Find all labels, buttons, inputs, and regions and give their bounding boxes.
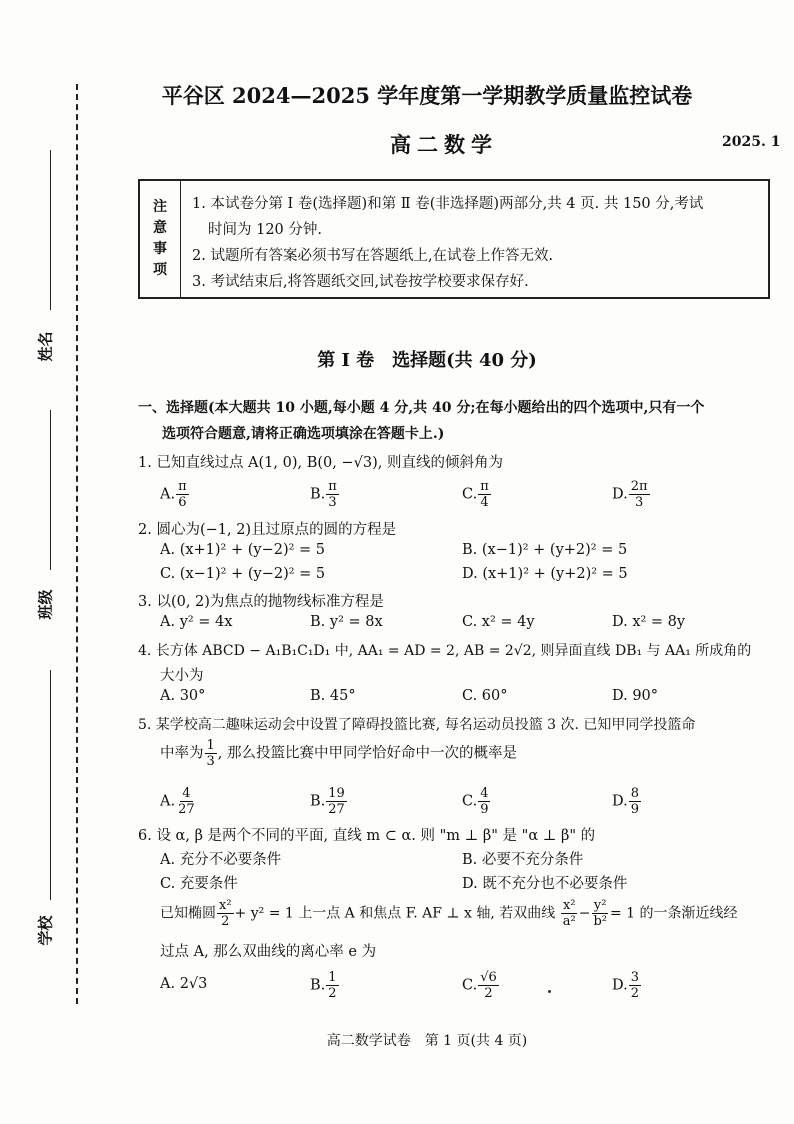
q2-option-c[interactable]: C. (x−1)² + (y−2)² = 5: [160, 566, 326, 582]
notice-item-1: 1. 本试卷分第 Ⅰ 卷(选择题)和第 Ⅱ 卷(非选择题)两部分,共 4 页. 共 150 分,考试: [192, 196, 704, 212]
notice-items: [192, 191, 758, 295]
q3-option-b[interactable]: B. y² = 8x: [310, 614, 383, 630]
section-instruction-2: 选项符合题意,请将正确选项填涂在答题卡上.): [162, 426, 445, 442]
notice-item-1-cont: 时间为 120 分钟.: [208, 222, 323, 238]
q3-option-a[interactable]: A. y² = 4x: [160, 614, 233, 630]
q2-option-a[interactable]: A. (x+1)² + (y−2)² = 5: [160, 542, 326, 558]
class-fill-line[interactable]: [50, 410, 51, 570]
q5-stem-cont: 中率为 $\frac{1}{3}$ , 那么投篮比赛中甲同学恰好命中一次的概率是: [160, 738, 517, 769]
q5-stem: 5. 某学校高二趣味运动会中设置了障碍投篮比赛, 每名运动员投篮 3 次. 已知甲同学投篮命: [138, 717, 696, 733]
q6-option-d[interactable]: D. 既不充分也不必要条件: [462, 876, 628, 892]
q7-option-b[interactable]: B. $\frac{1}{2}$: [310, 970, 337, 1001]
q4-option-b[interactable]: B. 45°: [310, 688, 356, 704]
q4-stem: 4. 长方体 ABCD − A₁B₁C₁D₁ 中, AA₁ = AD = 2, AB = 2√2, 则异面直线 DB₁ 与 AA₁ 所成角的: [138, 643, 752, 659]
name-fill-line[interactable]: [50, 150, 51, 310]
q1-option-a[interactable]: A. $\frac{\pi}{6}$: [160, 479, 187, 510]
q7-option-c[interactable]: C. $\frac{√6}{2}$: [462, 970, 497, 1001]
notice-item-3: 3. 考试结束后,将答题纸交回,试卷按学校要求保存好.: [192, 274, 529, 290]
q1-stem: 1. 已知直线过点 A(1, 0), B(0, −√3), 则直线的倾斜角为: [138, 455, 503, 471]
q6-stem: 6. 设 α, β 是两个不同的平面, 直线 m ⊂ α. 则 "m ⊥ β" 是 "α ⊥ β" 的: [138, 828, 596, 844]
notice-heading: 注 意 事 项: [140, 181, 181, 297]
school-fill-line[interactable]: [50, 670, 51, 900]
q7-stem-cont: 过点 A, 那么双曲线的离心率 e 为: [160, 944, 377, 960]
page-footer: 高二数学试卷 第 1 页(共 4 页): [326, 1033, 528, 1049]
q5-option-d[interactable]: D. $\frac{8}{9}$: [612, 786, 639, 817]
q6-option-a[interactable]: A. 充分不必要条件: [160, 852, 282, 868]
q3-stem: 3. 以(0, 2)为焦点的抛物线标准方程是: [138, 594, 384, 610]
q2-option-d[interactable]: D. (x+1)² + (y+2)² = 5: [462, 566, 628, 582]
exam-date: 2025. 1: [722, 134, 781, 150]
exam-subject: 高二数学: [390, 132, 498, 157]
q6-option-c[interactable]: C. 充要条件: [160, 876, 238, 892]
q1-option-b[interactable]: B. $\frac{\pi}{3}$: [310, 479, 337, 510]
q4-stem-cont: 大小为: [160, 668, 204, 684]
scan-speck: [548, 990, 551, 993]
notice-box: [138, 179, 770, 299]
q4-option-a[interactable]: A. 30°: [160, 688, 206, 704]
name-label: 姓名: [36, 331, 55, 362]
q1-option-d[interactable]: D. $\frac{2\pi}{3}$: [612, 479, 648, 510]
school-label: 学校: [36, 915, 55, 946]
q4-option-c[interactable]: C. 60°: [462, 688, 508, 704]
q2-option-b[interactable]: B. (x−1)² + (y+2)² = 5: [462, 542, 628, 558]
q6-option-b[interactable]: B. 必要不充分条件: [462, 852, 584, 868]
section-title: 第 I 卷 选择题(共 40 分): [317, 350, 537, 371]
binding-dashed-line: [76, 84, 78, 1004]
q7-option-d[interactable]: D. $\frac{3}{2}$: [612, 970, 639, 1001]
q7-stem: 已知椭圆 $\frac{\text{x²}}{2}$ + y² = 1 上一点 A 和焦点 F. AF ⊥ x 轴, 若双曲线 $\frac{\text{x²}}{\text{a²}}$ − $\frac{\text{y²}}{\text{b²}}$ = 1 的一条渐近线经: [160, 898, 738, 929]
section-instruction-1: 一、选择题(本大题共 10 小题,每小题 4 分,共 40 分;在每小题给出的四个选项中,只有一个: [138, 400, 705, 416]
q2-stem: 2. 圆心为(−1, 2)且过原点的圆的方程是: [138, 522, 397, 538]
q4-option-d[interactable]: D. 90°: [612, 688, 659, 704]
q5-option-c[interactable]: C. $\frac{4}{9}$: [462, 786, 489, 817]
q3-option-c[interactable]: C. x² = 4y: [462, 614, 535, 630]
notice-item-2: 2. 试题所有答案必须书写在答题纸上,在试卷上作答无效.: [192, 248, 554, 264]
q7-option-a[interactable]: A. 2√3: [160, 976, 208, 992]
q3-option-d[interactable]: D. x² = 8y: [612, 614, 686, 630]
q5-option-a[interactable]: A. $\frac{4}{27}$: [160, 786, 195, 817]
class-label: 班级: [36, 589, 55, 620]
q1-option-c[interactable]: C. $\frac{\pi}{4}$: [462, 479, 489, 510]
exam-title: 平谷区 2024—2025 学年度第一学期教学质量监控试卷: [161, 83, 693, 108]
q5-option-b[interactable]: B. $\frac{19}{27}$: [310, 786, 345, 817]
